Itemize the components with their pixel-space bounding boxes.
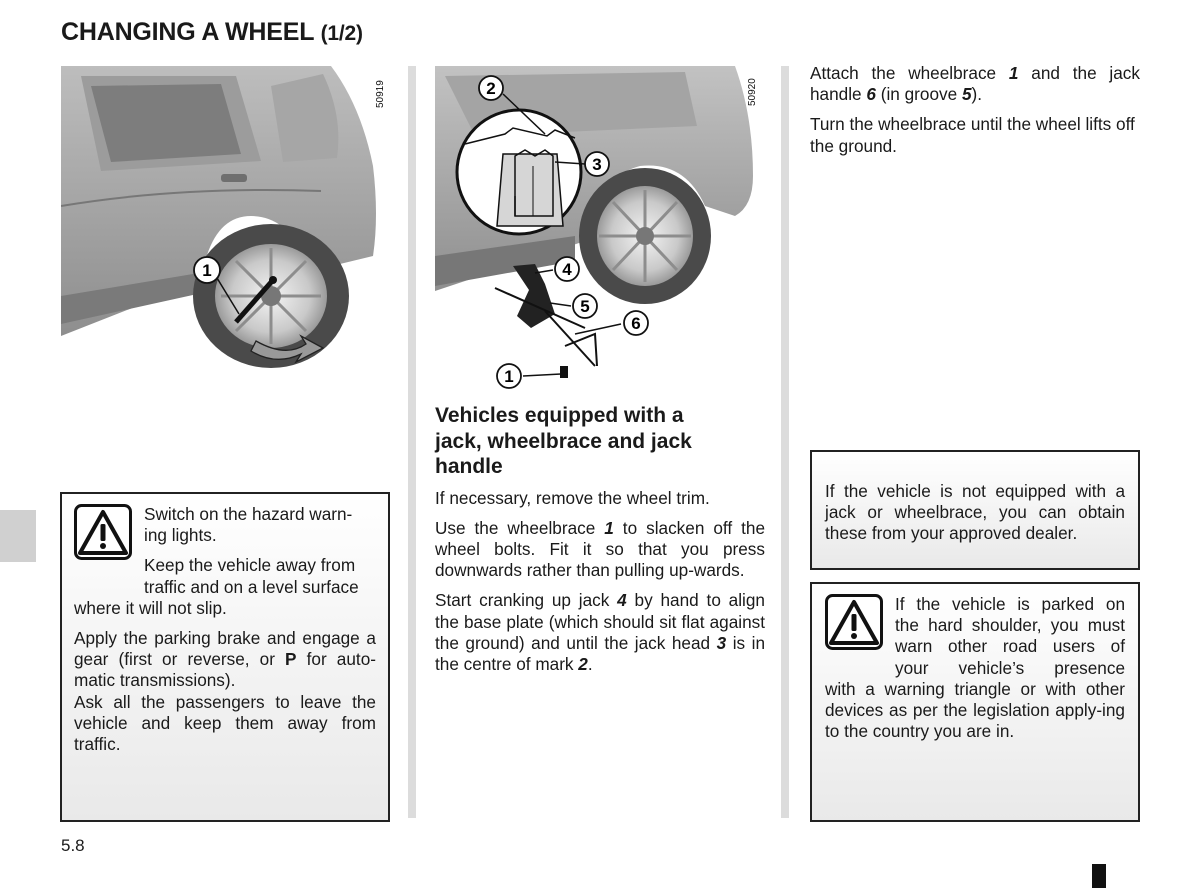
callout-number: 5 xyxy=(580,297,590,316)
warning-left-p2: Keep the vehicle away from traffic and on a level surface xyxy=(144,555,359,597)
title-suffix: (1/2) xyxy=(320,22,363,45)
callout-number: 1 xyxy=(202,261,212,280)
warning-right-tail: with a warning triangle or with other devices as per the legislation apply-ing to the country you are in. xyxy=(825,678,1125,742)
callout-number: 3 xyxy=(592,155,602,174)
warning-left-p3: Apply the parking brake and engage a gear (first or reverse, or P for auto-matic transmissions). xyxy=(74,628,376,691)
info-box-dealer: If the vehicle is not equipped with a jack or wheelbrace, you can obtain these from your approved dealer. xyxy=(810,450,1140,570)
middle-p2: Use the wheelbrace 1 to slacken off the wheel bolts. Fit it so that you press downwards rather than pulling up-wards. xyxy=(435,517,765,581)
callout-number: 6 xyxy=(631,314,641,333)
page-title xyxy=(61,18,363,47)
callout-number: 4 xyxy=(562,260,572,279)
middle-column-text xyxy=(435,403,765,684)
middle-p3: Start cranking up jack 4 by hand to align the base plate (which should sit flat against the ground) and until the jack head 3 is in the centre of mark 2. xyxy=(435,590,765,674)
page-number: 5.8 xyxy=(61,836,85,855)
warning-box-hard-shoulder xyxy=(810,582,1140,822)
warning-left-p1: Switch on the hazard warn- ing lights. xyxy=(144,504,353,546)
right-p2: Turn the wheelbrace until the wheel lifts off the ground. xyxy=(810,114,1135,156)
section-tab xyxy=(0,510,36,562)
figure-ref-number: 50920 xyxy=(747,78,758,106)
title-main: CHANGING A WHEEL xyxy=(61,18,314,46)
page-end-mark xyxy=(1092,864,1106,888)
figure-jack-position xyxy=(435,66,765,392)
figure-ref-number: 50919 xyxy=(375,80,386,108)
column-divider-right xyxy=(781,66,789,818)
section-heading: Vehicles equipped with a jack, wheelbrace and jack handle xyxy=(435,404,692,478)
middle-p1: If necessary, remove the wheel trim. xyxy=(435,487,710,508)
warning-left-p4: Ask all the passengers to leave the vehicle and keep them away from traffic. xyxy=(74,691,376,755)
warning-triangle-icon xyxy=(74,504,132,560)
column-divider-left xyxy=(408,66,416,818)
warning-box-hazard xyxy=(60,492,390,822)
callout-number: 1 xyxy=(504,367,514,386)
callout-number: 2 xyxy=(486,79,496,98)
figure-loosen-bolts xyxy=(61,66,391,372)
warning-right-lines: If the vehicle is parked on the hard shoulder, you must warn other road users of your vehicle’s presence xyxy=(895,594,1125,678)
right-column-text xyxy=(810,63,1140,166)
warning-triangle-icon xyxy=(825,594,883,650)
right-p1: Attach the wheelbrace 1 and the jack handle 6 (in groove 5). xyxy=(810,63,1140,105)
warning-left-p2-tail: where it will not slip. xyxy=(74,597,227,618)
